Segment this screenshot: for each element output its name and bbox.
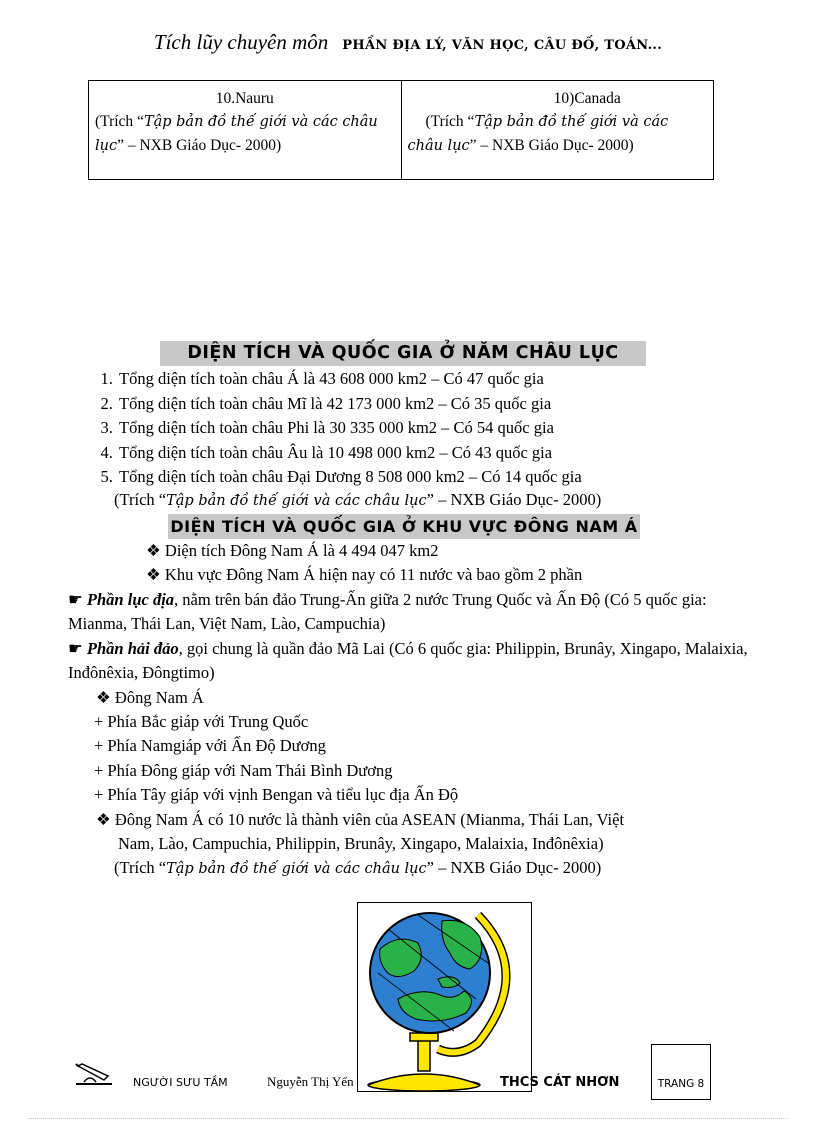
citation-book: Tập bản đồ thế giới và các châu lục (407, 114, 669, 154)
table-cell-right (401, 81, 714, 180)
bullet-item (146, 563, 582, 587)
bullet-item (146, 539, 439, 563)
pointing-hand-icon: ☛ (68, 639, 87, 658)
diamond-bullet-icon: ❖ (96, 810, 115, 829)
term-bold: Phần hải đảo (86, 639, 179, 658)
section1-title: DIỆN TÍCH VÀ QUỐC GIA Ở NĂM CHÂU LỤC (160, 341, 646, 366)
bullet-text: Khu vực Đông Nam Á hiện nay có 11 nước và bao gồm 2 phần (164, 565, 583, 584)
citation-table (88, 80, 714, 180)
citation-suffix: ” – NXB Giáo Dục- 2000) (469, 137, 634, 154)
pen-icon (74, 1062, 114, 1093)
paragraph-text: , nằm trên bán đảo Trung-Ấn giữa 2 nước Trung Quốc và Ấn Độ (Có 5 quốc gia: Mianma, Thái Lan, Việt Nam, Lào, Campuchia) (68, 590, 707, 633)
citation-prefix: (Trích “ (95, 113, 144, 130)
citation-prefix: (Trích “ (425, 113, 475, 130)
bullet-text: Diện tích Đông Nam Á là 4 494 047 km2 (164, 541, 439, 560)
citation-prefix: (Trích “ (114, 858, 167, 877)
section1-citation (114, 488, 601, 513)
border-line: + Phía Tây giáp với vịnh Bengan và tiểu lục địa Ấn Độ (94, 785, 459, 804)
bullet-text: Đông Nam Á (114, 688, 204, 707)
diamond-bullet-icon: ❖ (146, 541, 165, 560)
citation-prefix: (Trích “ (114, 490, 167, 509)
globe-icon (358, 903, 531, 1091)
citation-book: Tập bản đồ thế giới và các châu lục (95, 114, 378, 154)
list-item: 5. Tổng diện tích toàn châu Đại Dương 8 508 000 km2 – Có 14 quốc gia (117, 465, 582, 490)
cell-citation (408, 110, 708, 158)
diamond-bullet-icon: ❖ (96, 688, 115, 707)
citation-suffix: ” – NXB Giáo Dục- 2000) (426, 858, 602, 877)
school-name: THCS CÁT NHƠN (500, 1075, 620, 1090)
border-line: + Phía Namgiáp với Ấn Độ Dương (94, 736, 326, 755)
list-item: 4. Tổng diện tích toàn châu Âu là 10 498 000 km2 – Có 43 quốc gia (117, 441, 582, 466)
citation-suffix: ” – NXB Giáo Dục- 2000) (117, 137, 282, 154)
diamond-bullet-icon: ❖ (146, 565, 165, 584)
collector-name: Nguyễn Thị Yến (267, 1074, 354, 1089)
page-number-box: TRANG 8 (651, 1044, 711, 1100)
header-subtitle: PHẦN ĐỊA LÝ, VĂN HỌC, CÂU ĐỐ, TOÁN... (342, 38, 663, 53)
continent-list (92, 367, 582, 490)
table-cell-left (89, 81, 402, 180)
bullet-continuation: Nam, Lào, Campuchia, Philippin, Brunây, Xingapo, Malaixia, Inđônêxia) (118, 834, 604, 853)
border-line: + Phía Đông giáp với Nam Thái Bình Dương (94, 761, 393, 780)
section2-citation (114, 856, 601, 881)
list-item: 2. Tổng diện tích toàn châu Mĩ là 42 173 000 km2 – Có 35 quốc gia (117, 392, 582, 417)
cell-title: 10.Nauru (215, 90, 274, 107)
term-bold: Phần lục địa (86, 590, 175, 609)
paragraph-text: , gọi chung là quần đảo Mã Lai (Có 6 quốc gia: Philippin, Brunây, Xingapo, Malaixia, Inđônêxia, Đôngtimo) (68, 639, 748, 682)
citation-book: Tập bản đồ thế giới và các châu lục (166, 493, 427, 509)
header-title: Tích lũy chuyên môn (153, 30, 329, 54)
bullet-item (96, 808, 624, 832)
citation-book: Tập bản đồ thế giới và các châu lục (166, 861, 427, 877)
citation-suffix: ” – NXB Giáo Dục- 2000) (426, 490, 602, 509)
list-item: 1. Tổng diện tích toàn châu Á là 43 608 000 km2 – Có 47 quốc gia (117, 367, 582, 392)
cell-title: 10)Canada (553, 90, 621, 107)
mainland-paragraph (68, 588, 768, 636)
bullet-text: Đông Nam Á có 10 nước là thành viên của ASEAN (Mianma, Thái Lan, Việt (114, 810, 625, 829)
footer-divider (28, 1118, 788, 1119)
islands-paragraph (68, 637, 768, 685)
globe-illustration (357, 902, 532, 1092)
bullet-item (96, 686, 204, 710)
collector-label: NGƯỜI SƯU TẦM (133, 1076, 228, 1089)
page-header (0, 30, 816, 55)
list-item: 3. Tổng diện tích toàn châu Phi là 30 335 000 km2 – Có 54 quốc gia (117, 416, 582, 441)
border-line: + Phía Bắc giáp với Trung Quốc (94, 712, 309, 731)
pointing-hand-icon: ☛ (68, 590, 87, 609)
cell-citation (95, 110, 395, 158)
section2-title: DIỆN TÍCH VÀ QUỐC GIA Ở KHU VỰC ĐÔNG NAM Á (168, 514, 640, 539)
